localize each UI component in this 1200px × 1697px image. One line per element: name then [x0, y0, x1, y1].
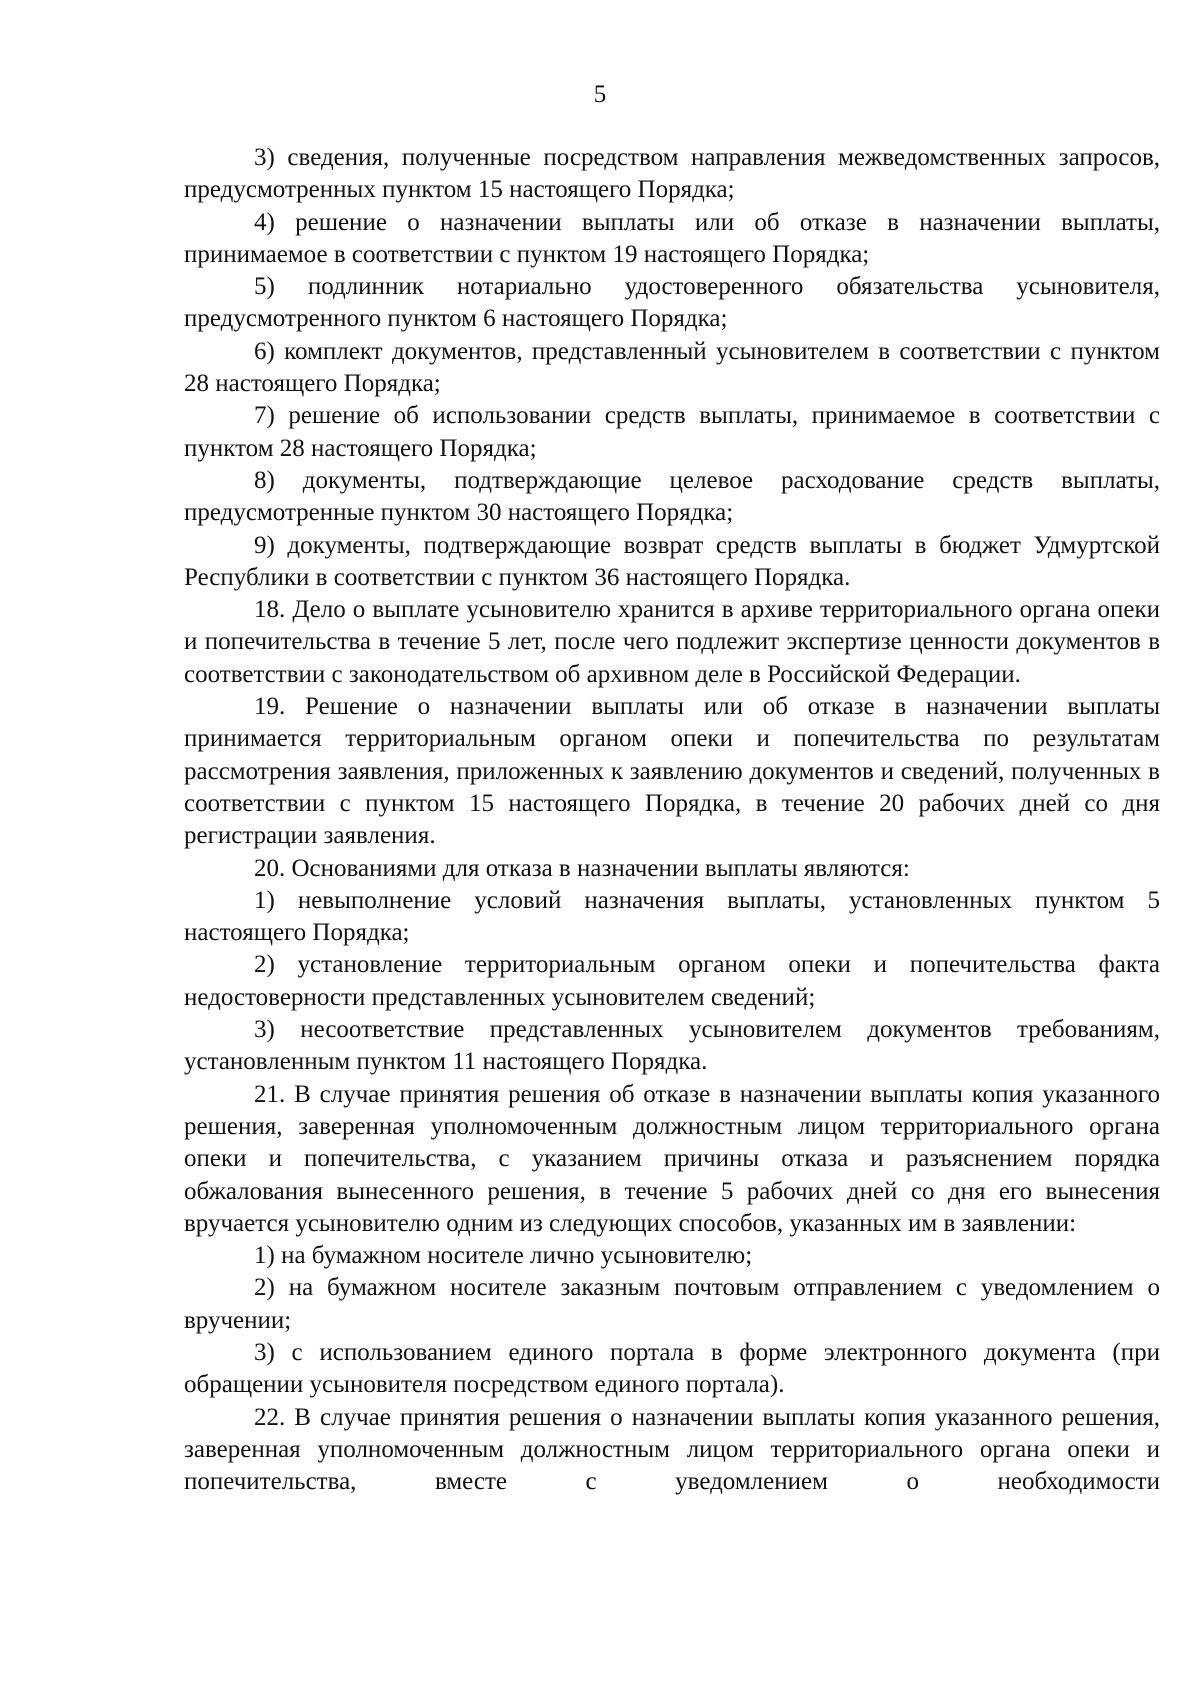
list-item-6: 6) комплект документов, представленный усыновителем в соответствии с пунктом 28 настоящего Порядка; — [184, 337, 1160, 398]
clause-19: 19. Решение о назначении выплаты или об отказе в назначении выплаты принимается территориальным органом опеки и попечительства по результатам рассмотрения заявления, приложенных к заявлению документов и сведений, полученных в соответствии с пунктом 15 настоящего Порядка, в течение 20 рабочих дней со дня регистрации заявления. — [184, 693, 1160, 850]
list-item-8: 8) документы, подтверждающие целевое расходование средств выплаты, предусмотренные пунктом 30 настоящего Порядка; — [184, 466, 1160, 527]
list-item-5: 5) подлинник нотариально удостоверенного обязательства усыновителя, предусмотренного пунктом 6 настоящего Порядка; — [184, 273, 1160, 333]
clause-20-item-3: 3) несоответствие представленных усыновителем документов требованиям, установленным пунктом 11 настоящего Порядка. — [184, 1016, 1160, 1076]
clause-20-item-2: 2) установление территориальным органом опеки и попечительства факта недостоверности представленных усыновителем сведений; — [184, 951, 1160, 1011]
list-item-9: 9) документы, подтверждающие возврат средств выплаты в бюджет Удмуртской Республики в соответствии с пунктом 36 настоящего Порядка. — [184, 531, 1160, 591]
clause-21-item-1: 1) на бумажном носителе лично усыновителю; — [254, 1242, 753, 1270]
clause-21: 21. В случае принятия решения об отказе в назначении выплаты копия указанного решения, заверенная уполномоченным должностным лицом территориального органа опеки и попечительства, с указанием причины отказа и разъяснением порядка обжалования вынесенного решения, в течение 5 рабочих дней со дня его вынесения вручается усыновителю одним из следующих способов, указанных им в заявлении: — [184, 1080, 1160, 1237]
list-item-3: 3) сведения, полученные посредством направления межведомственных запросов, предусмотренных пунктом 15 настоящего Порядка; — [184, 144, 1160, 204]
clause-18: 18. Дело о выплате усыновителю хранится в архиве территориального органа опеки и попечительства в течение 5 лет, после чего подлежит экспертизе ценности документов в соответствии с законодательством об архивном деле в Российской Федерации. — [184, 596, 1160, 688]
page-number: 5 — [593, 81, 607, 108]
list-item-7: 7) решение об использовании средств выплаты, принимаемое в соответствии с пунктом 28 настоящего Порядка; — [184, 402, 1160, 462]
clause-20: 20. Основаниями для отказа в назначении выплаты являются: — [254, 854, 910, 882]
clause-21-item-2: 2) на бумажном носителе заказным почтовым отправлением с уведомлением о вручении; — [184, 1274, 1160, 1334]
clause-22: 22. В случае принятия решения о назначении выплаты копия указанного решения, заверенная уполномоченным должностным лицом территориального органа опеки и попечительства, вместе с уведомлением о необходимости — [184, 1403, 1160, 1496]
document-body — [184, 142, 1160, 1498]
clause-21-item-3: 3) с использованием единого портала в форме электронного документа (при обращении усыновителя посредством единого портала). — [184, 1338, 1160, 1399]
clause-20-item-1: 1) невыполнение условий назначения выплаты, установленных пунктом 5 настоящего Порядка; — [184, 886, 1160, 947]
list-item-4: 4) решение о назначении выплаты или об отказе в назначении выплаты, принимаемое в соответствии с пунктом 19 настоящего Порядка; — [184, 208, 1160, 268]
